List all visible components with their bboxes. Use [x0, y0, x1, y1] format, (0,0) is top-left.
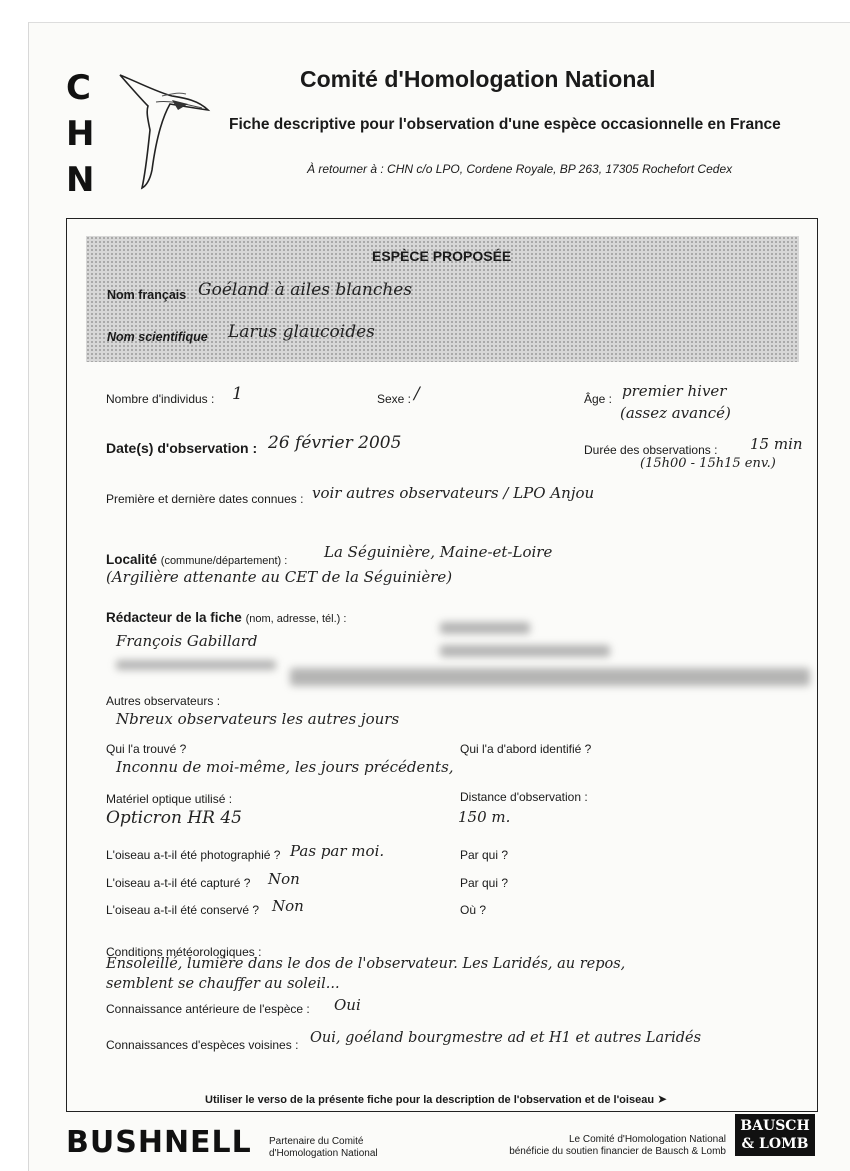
- photographed-label: L'oiseau a-t-il été photographié ?: [106, 848, 281, 862]
- verso-note-text: Utiliser le verso de la présente fiche pour la description de l'observation et de l'oiseau: [205, 1094, 655, 1106]
- age-value-line1[interactable]: premier hiver: [622, 382, 727, 400]
- individuals-label: Nombre d'individus :: [106, 392, 215, 406]
- duration-value-line2[interactable]: (15h00 - 15h15 env.): [640, 456, 776, 471]
- locality-sublabel: (commune/département) :: [160, 555, 288, 567]
- captured-label: L'oiseau a-t-il été capturé ?: [106, 876, 251, 890]
- duration-label: Durée des observations :: [584, 443, 718, 457]
- weather-value-line1[interactable]: Ensoleillé, lumière dans le dos de l'observateur. Les Laridés, au repos,: [106, 956, 626, 972]
- logo-letter-c: C: [66, 68, 91, 108]
- identified-by-label: Qui l'a d'abord identifié ?: [460, 742, 592, 756]
- first-last-dates-value[interactable]: voir autres observateurs / LPO Anjou: [312, 484, 595, 502]
- captured-by-label: Par qui ?: [460, 876, 509, 890]
- first-last-dates-label: Première et dernière dates connues :: [106, 492, 304, 506]
- species-heading: ESPÈCE PROPOSÉE: [372, 248, 512, 264]
- locality-field: [106, 552, 287, 567]
- kept-where-label: Où ?: [460, 903, 487, 917]
- redacted-address-2: [440, 645, 610, 657]
- author-field: [106, 610, 346, 625]
- bausch-lomb-line2: & LOMB: [741, 1136, 809, 1152]
- partner-line2: d'Homologation National: [269, 1148, 378, 1159]
- bushnell-logo: BUSHNELL: [66, 1125, 252, 1160]
- scientific-name-label: Nom scientifique: [107, 330, 208, 344]
- redacted-address-4: [290, 668, 810, 686]
- photographed-value[interactable]: Pas par moi.: [290, 842, 385, 860]
- individuals-value[interactable]: 1: [232, 384, 243, 404]
- bausch-lomb-logo: [735, 1114, 815, 1156]
- distance-value[interactable]: 150 m.: [458, 808, 511, 826]
- return-address: À retourner à : CHN c/o LPO, Cordene Royale, BP 263, 17305 Rochefort Cedex: [307, 162, 733, 176]
- redacted-address-1: [440, 622, 530, 634]
- duration-value-line1[interactable]: 15 min: [750, 435, 803, 453]
- locality-value-line2[interactable]: (Argilière attenante au CET de la Séguinière): [106, 568, 453, 586]
- gull-logo-icon: [112, 70, 212, 190]
- partner-text: [269, 1136, 378, 1160]
- logo-letter-h: H: [66, 114, 95, 154]
- redacted-address-3: [116, 660, 276, 670]
- locality-value-line1[interactable]: La Séguinière, Maine-et-Loire: [324, 543, 553, 561]
- prior-knowledge-value[interactable]: Oui: [334, 996, 361, 1014]
- weather-label: Conditions météorologiques :: [106, 945, 262, 959]
- similar-species-label: Connaissances d'espèces voisines :: [106, 1038, 299, 1052]
- date-value[interactable]: 26 février 2005: [268, 433, 402, 453]
- optics-value[interactable]: Opticron HR 45: [106, 808, 242, 828]
- funding-text: [470, 1134, 726, 1158]
- common-name-value[interactable]: Goéland à ailes blanches: [198, 280, 413, 300]
- bausch-lomb-line1: BAUSCH: [740, 1118, 810, 1134]
- other-observers-label: Autres observateurs :: [106, 694, 221, 708]
- partner-line1: Partenaire du Comité: [269, 1136, 364, 1147]
- common-name-label: Nom français: [107, 288, 187, 302]
- age-label: Âge :: [584, 392, 613, 406]
- similar-species-value[interactable]: Oui, goéland bourgmestre ad et H1 et autres Laridés: [310, 1030, 702, 1046]
- logo-letter-n: N: [66, 160, 95, 200]
- author-value[interactable]: François Gabillard: [116, 632, 258, 650]
- scientific-name-value[interactable]: Larus glaucoides: [228, 322, 375, 342]
- sex-value[interactable]: /: [414, 384, 420, 404]
- other-observers-value[interactable]: Nbreux observateurs les autres jours: [116, 710, 400, 728]
- author-label: Rédacteur de la fiche: [106, 610, 242, 625]
- age-value-line2[interactable]: (assez avancé): [620, 404, 731, 422]
- arrow-right-icon: ➤: [657, 1092, 668, 1106]
- found-by-value[interactable]: Inconnu de moi-même, les jours précédents,: [116, 758, 454, 776]
- captured-value[interactable]: Non: [268, 870, 300, 888]
- sex-label: Sexe :: [377, 392, 412, 406]
- funding-line2: bénéficie du soutien financier de Bausch & Lomb: [509, 1146, 726, 1157]
- author-sublabel: (nom, adresse, tél.) :: [245, 613, 347, 625]
- kept-value[interactable]: Non: [272, 897, 304, 915]
- page-title: Comité d'Homologation National: [300, 66, 656, 92]
- distance-label: Distance d'observation :: [460, 790, 588, 804]
- prior-knowledge-label: Connaissance antérieure de l'espèce :: [106, 1002, 310, 1016]
- optics-label: Matériel optique utilisé :: [106, 792, 233, 806]
- date-label: Date(s) d'observation :: [106, 440, 258, 456]
- found-by-label: Qui l'a trouvé ?: [106, 742, 187, 756]
- page-subtitle: Fiche descriptive pour l'observation d'une espèce occasionnelle en France: [229, 116, 781, 133]
- weather-value-line2[interactable]: semblent se chauffer au soleil...: [106, 976, 340, 992]
- funding-line1: Le Comité d'Homologation National: [569, 1134, 726, 1145]
- verso-note: [205, 1092, 667, 1106]
- kept-label: L'oiseau a-t-il été conservé ?: [106, 903, 260, 917]
- locality-label: Localité: [106, 552, 158, 567]
- photographed-by-label: Par qui ?: [460, 848, 509, 862]
